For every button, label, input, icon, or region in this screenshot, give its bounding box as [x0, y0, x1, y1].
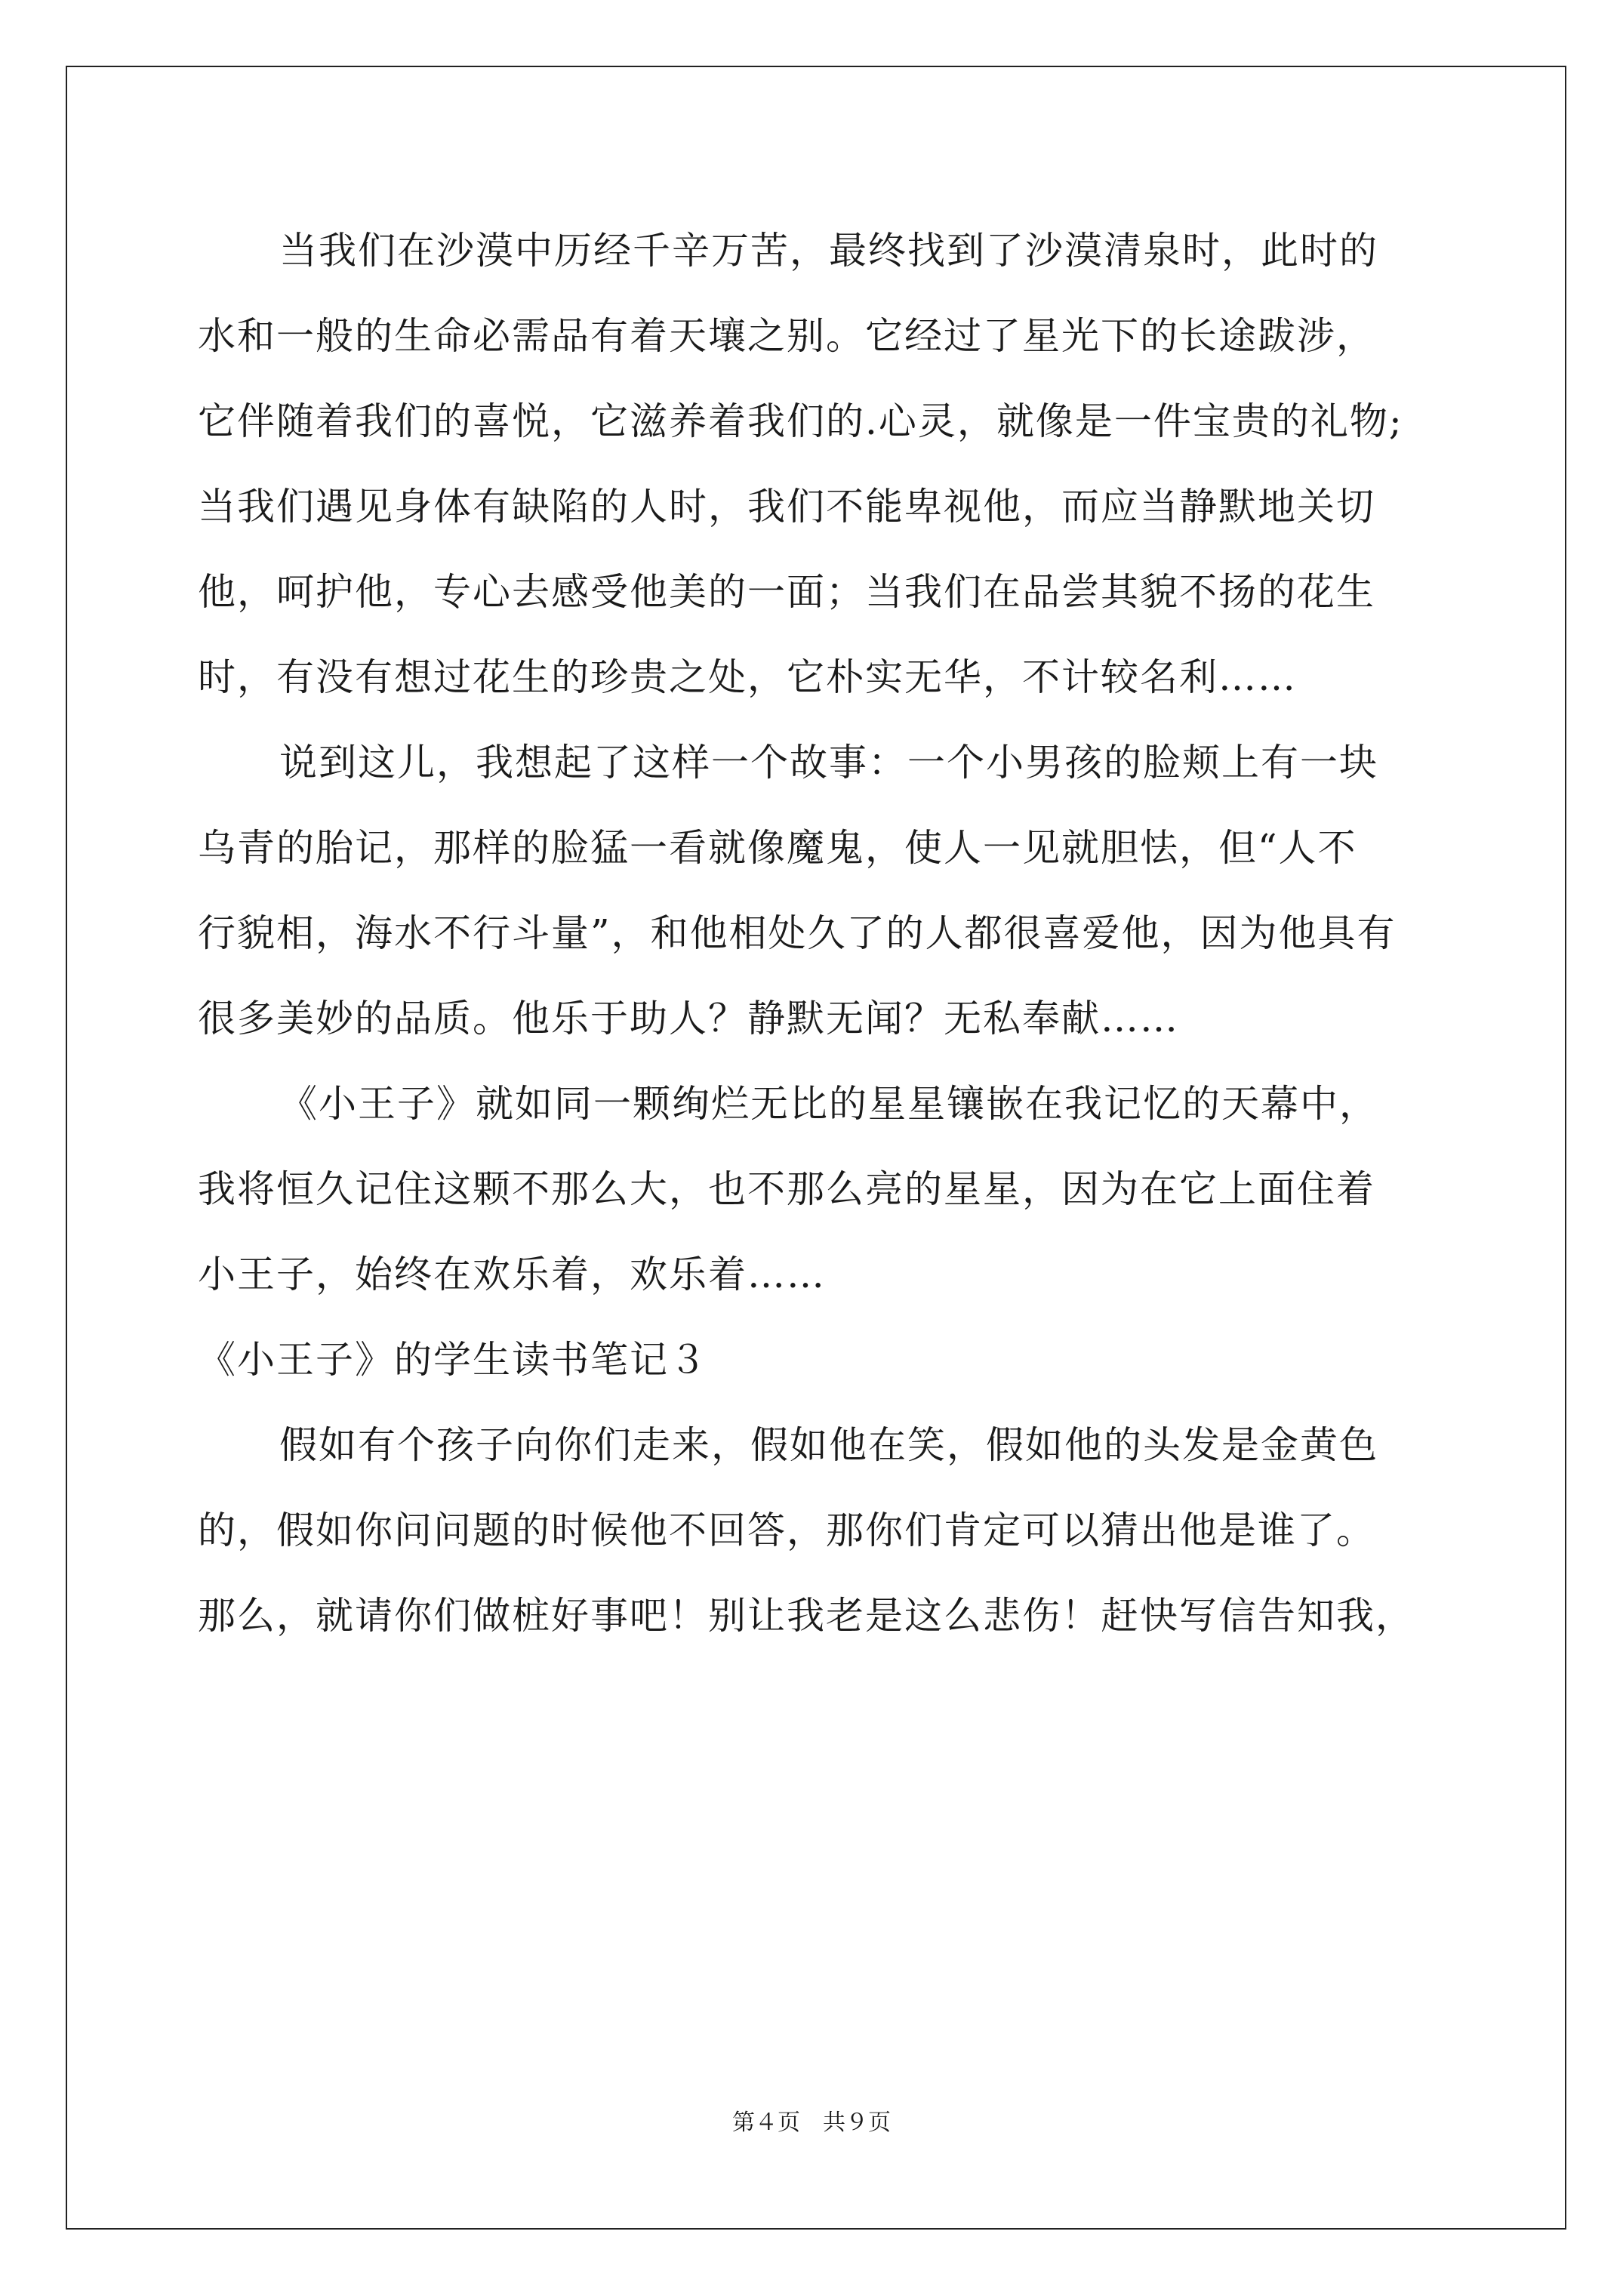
paragraph-2-line-1: 说到这儿，我想起了这样一个故事：一个小男孩的脸颊上有一块 [279, 741, 1378, 784]
paragraph-2-line-3: 行貌相，海水不行斗量”，和他相处久了的人都很喜爱他，因为他具有 [198, 911, 1397, 955]
paragraph-1-line-5: 他，呵护他，专心去感受他美的一面；当我们在品尝其貌不扬的花生 [198, 570, 1375, 614]
paragraph-4-line-3: 那么，就请你们做桩好事吧！别让我老是这么悲伤！赶快写信告知我， [198, 1594, 1415, 1638]
section-heading: 《小王子》的学生读书笔记３ [198, 1338, 708, 1382]
paragraph-1-line-2: 水和一般的生命必需品有着天壤之别。它经过了星光下的长途跋涉， [198, 314, 1375, 358]
page-border [66, 66, 1566, 2230]
paragraph-4-line-2: 的，假如你问问题的时候他不回答，那你们肯定可以猜出他是谁了。 [198, 1509, 1375, 1552]
paragraph-3-line-2: 我将恒久记住这颗不那么大，也不那么亮的星星，因为在它上面住着 [198, 1167, 1375, 1211]
paragraph-1-line-4: 当我们遇见身体有缺陷的人时，我们不能卑视他，而应当静默地关切 [198, 485, 1375, 529]
paragraph-4-line-1: 假如有个孩子向你们走来，假如他在笑，假如他的头发是金黄色 [279, 1423, 1378, 1467]
paragraph-3-line-3: 小王子，始终在欢乐着，欢乐着…… [198, 1253, 826, 1296]
paragraph-1-line-1: 当我们在沙漠中历经千辛万苦，最终找到了沙漠清泉时，此时的 [279, 229, 1378, 273]
paragraph-1-line-3: 它伴随着我们的喜悦，它滋养着我们的.心灵，就像是一件宝贵的礼物; [198, 399, 1403, 443]
paragraph-2-line-4: 很多美妙的品质。他乐于助人？静默无闻？无私奉献…… [198, 997, 1179, 1040]
paragraph-3-line-1: 《小王子》就如同一颗绚烂无比的星星镶嵌在我记忆的天幕中， [279, 1082, 1378, 1126]
paragraph-1-line-6: 时，有没有想过花生的珍贵之处，它朴实无华，不计较名利…… [198, 655, 1297, 699]
paragraph-2-line-2: 乌青的胎记，那样的脸猛一看就像魔鬼，使人一见就胆怯，但“人不 [198, 826, 1357, 870]
page-number-footer: 第４页 共９页 [732, 2110, 891, 2136]
